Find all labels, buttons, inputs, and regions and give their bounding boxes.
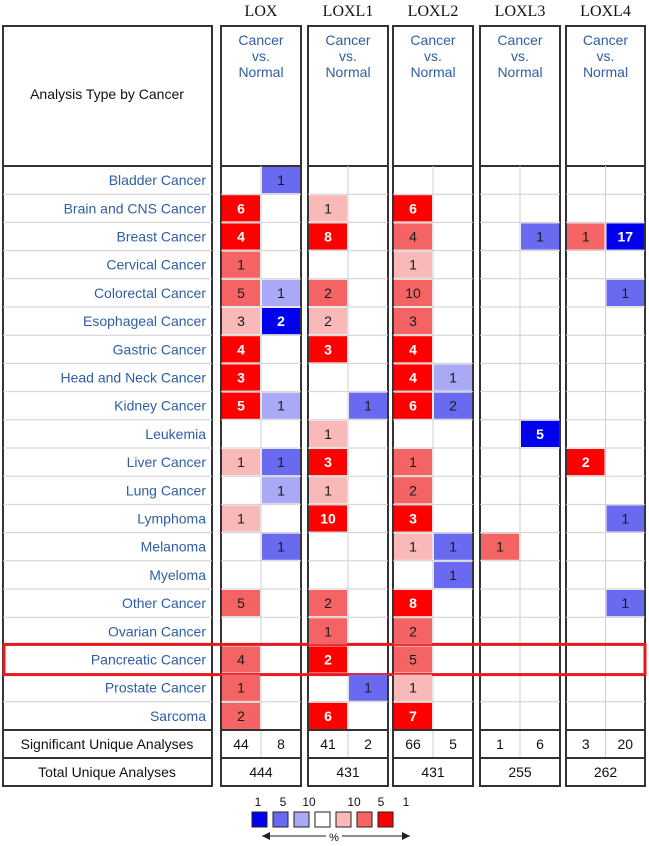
cell-value-lox-down: 2 [277, 313, 285, 330]
legend-unit: % [329, 832, 339, 844]
cancer-label-myeloma: Myeloma [149, 566, 206, 583]
cell-value-loxl2-down: 1 [449, 369, 457, 386]
cell-value-loxl2-up: 1 [409, 454, 417, 471]
cell-value-lox-down: 1 [277, 482, 285, 499]
cell-value-loxl3-up: 1 [496, 538, 504, 555]
cell-value-loxl2-down: 2 [449, 397, 457, 414]
cell-value-lox-up: 2 [237, 707, 245, 724]
cell-value-loxl1-up: 3 [324, 341, 332, 358]
cell-value-loxl2-down: 1 [449, 538, 457, 555]
cell-value-loxl2-up: 1 [409, 679, 417, 696]
legend-label: 1 [254, 795, 262, 809]
legend-swatch-light_red [336, 812, 351, 827]
column-subheader-word: vs. [339, 48, 357, 64]
cell-value-loxl1-up: 2 [324, 595, 332, 612]
total-label: Total Unique Analyses [38, 764, 176, 780]
legend-arrow-right-icon [402, 832, 410, 840]
cell-value-loxl1-up: 3 [324, 454, 332, 471]
legend-label: 5 [279, 795, 287, 809]
cancer-label-melanoma: Melanoma [140, 538, 206, 555]
legend-swatch-white [315, 812, 330, 827]
significant-down-lox: 8 [277, 736, 285, 752]
gene-title-loxl4: LOXL4 [580, 3, 631, 20]
legend-swatch-mid_red [357, 812, 372, 827]
total-loxl3: 255 [508, 764, 532, 780]
cell-value-loxl1-up: 6 [324, 707, 332, 724]
cancer-label-brain-and-cns-cancer: Brain and CNS Cancer [63, 200, 206, 217]
column-subheader-word: Normal [582, 64, 629, 80]
cell-value-loxl2-up: 6 [409, 397, 417, 414]
cell-value-loxl2-up: 2 [409, 623, 417, 640]
cell-value-loxl2-up: 10 [405, 284, 421, 301]
cell-value-loxl1-up: 1 [324, 425, 332, 442]
cell-value-lox-down: 1 [277, 172, 285, 189]
cancer-label-pancreatic-cancer: Pancreatic Cancer [90, 651, 206, 668]
gene-title-loxl1: LOXL1 [322, 3, 374, 20]
column-subheader-word: vs. [252, 48, 270, 64]
cell-value-lox-up: 5 [237, 284, 245, 301]
cell-value-loxl1-up: 2 [324, 651, 332, 668]
significant-up-lox: 44 [233, 736, 249, 752]
cancer-label-lymphoma: Lymphoma [137, 510, 206, 527]
cell-value-loxl4-up: 2 [581, 454, 590, 471]
cancer-label-lung-cancer: Lung Cancer [125, 482, 206, 499]
cell-value-lox-up: 1 [237, 510, 245, 527]
cancer-label-other-cancer: Other Cancer [121, 595, 206, 612]
significant-up-loxl4: 3 [581, 736, 590, 752]
cell-value-loxl2-up: 8 [409, 595, 417, 612]
cell-value-lox-down: 1 [277, 397, 285, 414]
total-loxl2: 431 [421, 764, 445, 780]
cell-value-lox-up: 5 [237, 595, 245, 612]
column-subheader-word: Cancer [497, 32, 543, 48]
legend-label: 5 [377, 795, 385, 809]
cancer-label-bladder-cancer: Bladder Cancer [108, 172, 206, 189]
gene-title-loxl2: LOXL2 [407, 3, 459, 20]
cell-value-lox-up: 3 [237, 369, 245, 386]
total-lox: 444 [249, 764, 273, 780]
cell-value-loxl1-up: 10 [320, 510, 336, 527]
cell-value-loxl1-up: 8 [324, 228, 332, 245]
cell-value-loxl2-up: 7 [409, 707, 417, 724]
cell-value-loxl4-up: 1 [581, 228, 590, 245]
cancer-label-gastric-cancer: Gastric Cancer [112, 341, 206, 358]
significant-up-loxl3: 1 [496, 736, 504, 752]
cell-value-lox-down: 1 [277, 538, 285, 555]
cell-value-loxl1-up: 2 [324, 284, 332, 301]
cell-value-loxl2-up: 4 [409, 228, 417, 245]
cell-value-loxl2-down: 1 [449, 566, 457, 583]
cell-value-loxl2-up: 4 [409, 341, 417, 358]
column-subheader-word: Normal [497, 64, 543, 80]
cell-value-loxl2-up: 1 [409, 256, 417, 273]
legend-arrow-left-icon [262, 832, 270, 840]
column-subheader-word: Cancer [410, 32, 456, 48]
cell-value-loxl3-down: 1 [536, 228, 544, 245]
cell-value-loxl1-up: 1 [324, 200, 332, 217]
column-subheader-word: Normal [325, 64, 371, 80]
column-subheader-word: Cancer [582, 32, 629, 48]
cell-value-lox-up: 4 [237, 341, 245, 358]
cancer-label-breast-cancer: Breast Cancer [116, 228, 206, 245]
gene-title-loxl3: LOXL3 [494, 3, 546, 20]
legend-label: 10 [302, 795, 316, 809]
cell-value-lox-up: 1 [237, 256, 245, 273]
cancer-label-prostate-cancer: Prostate Cancer [104, 679, 206, 696]
column-subheader-word: Cancer [238, 32, 284, 48]
cell-value-loxl2-up: 2 [409, 482, 417, 499]
cell-value-loxl4-down: 1 [621, 595, 630, 612]
cell-value-lox-down: 1 [277, 454, 285, 471]
total-loxl1: 431 [336, 764, 360, 780]
row-header-label: Analysis Type by Cancer [30, 86, 184, 102]
cell-value-loxl3-down: 5 [536, 425, 544, 442]
cell-value-lox-up: 1 [237, 679, 245, 696]
cell-value-loxl4-down: 17 [617, 228, 634, 245]
cell-value-loxl4-down: 1 [621, 510, 630, 527]
cell-value-loxl2-up: 1 [409, 538, 417, 555]
legend-swatch-light_blue [294, 812, 309, 827]
column-subheader-word: vs. [424, 48, 442, 64]
cell-value-loxl2-up: 4 [409, 369, 417, 386]
cell-value-lox-up: 4 [237, 651, 245, 668]
cell-value-loxl2-up: 6 [409, 200, 417, 217]
total-loxl4: 262 [593, 764, 618, 780]
significant-up-loxl1: 41 [320, 736, 336, 752]
cell-value-loxl1-down: 1 [364, 679, 372, 696]
column-subheader-word: vs. [511, 48, 529, 64]
significant-up-loxl2: 66 [405, 736, 421, 752]
significant-down-loxl3: 6 [536, 736, 544, 752]
significant-down-loxl2: 5 [449, 736, 457, 752]
cancer-label-leukemia: Leukemia [145, 425, 206, 442]
legend-swatch-red [378, 812, 393, 827]
gene-title-lox: LOX [244, 3, 278, 20]
cell-value-loxl1-up: 2 [324, 313, 332, 330]
column-subheader-word: Cancer [325, 32, 371, 48]
cell-value-lox-up: 3 [237, 313, 245, 330]
legend-label: 1 [402, 795, 410, 809]
cell-value-loxl1-up: 1 [324, 623, 332, 640]
cancer-label-sarcoma: Sarcoma [149, 707, 206, 724]
legend-swatch-blue [252, 812, 267, 827]
cell-value-lox-up: 4 [237, 228, 245, 245]
cell-value-loxl1-up: 1 [324, 482, 332, 499]
cell-value-loxl4-down: 1 [621, 284, 630, 301]
legend [252, 795, 410, 844]
cell-value-lox-down: 1 [277, 284, 285, 301]
significant-down-loxl4: 20 [617, 736, 634, 752]
cancer-label-kidney-cancer: Kidney Cancer [114, 397, 206, 414]
significant-down-loxl1: 2 [364, 736, 372, 752]
cancer-label-ovarian-cancer: Ovarian Cancer [107, 623, 206, 640]
column-subheader-word: Normal [410, 64, 456, 80]
cancer-label-cervical-cancer: Cervical Cancer [106, 256, 206, 273]
legend-label: 10 [347, 795, 361, 809]
column-subheader-word: vs. [596, 48, 615, 64]
cancer-label-colorectal-cancer: Colorectal Cancer [93, 284, 206, 301]
cell-value-lox-up: 6 [237, 200, 245, 217]
cell-value-loxl2-up: 3 [409, 510, 417, 527]
cell-value-lox-up: 1 [237, 454, 245, 471]
cell-value-loxl2-up: 5 [409, 651, 417, 668]
cell-value-loxl1-down: 1 [364, 397, 372, 414]
cancer-label-esophageal-cancer: Esophageal Cancer [83, 313, 206, 330]
cell-value-loxl2-up: 3 [409, 313, 417, 330]
cancer-label-head-and-neck-cancer: Head and Neck Cancer [60, 369, 206, 386]
cancer-label-liver-cancer: Liver Cancer [126, 454, 206, 471]
cell-value-lox-up: 5 [237, 397, 245, 414]
significant-label: Significant Unique Analyses [20, 736, 194, 752]
legend-swatch-mid_blue [273, 812, 288, 827]
column-subheader-word: Normal [238, 64, 284, 80]
